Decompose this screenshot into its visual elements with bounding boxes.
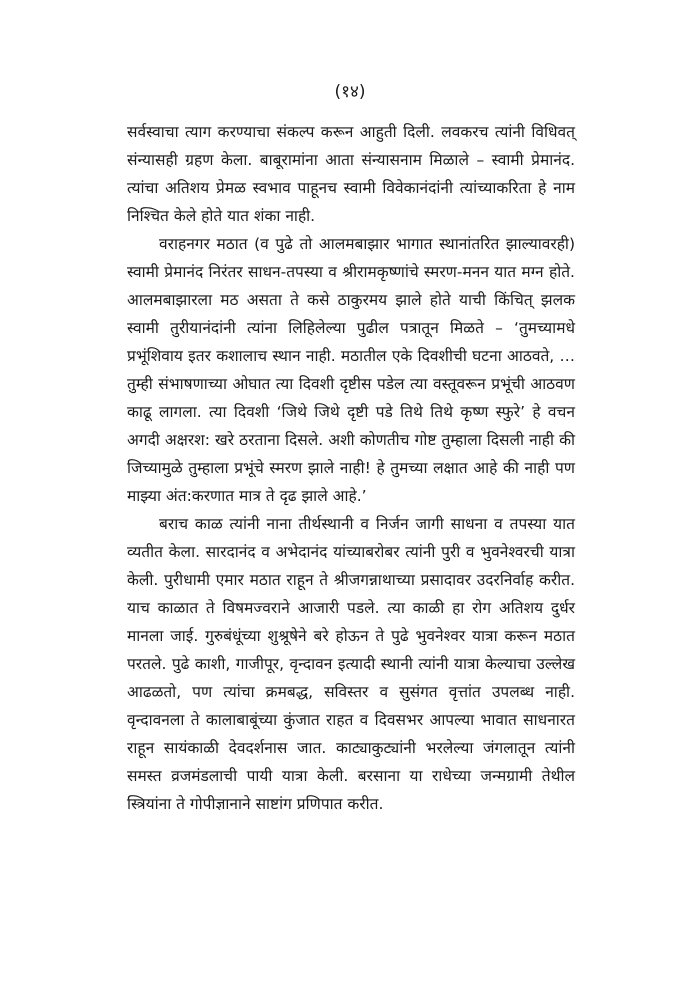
paragraph-2: वराहनगर मठात (व पुढे तो आलमबाझार भागात स्थानांतरित झाल्यावरही) स्वामी प्रेमानंद निरंतर साधन-तपस्या व श्रीरामकृष्णांचे स्मरण-मनन यात मग्न होते. आलमबाझारला मठ असता ते कसे ठाकुरमय झाले होते याची किंचित् झलक स्वामी तुरीयानंदांनी त्यांना लिहिलेल्या पुढील पत्रातून मिळते – ‘तुमच्यामधे प्रभूंशिवाय इतर कशालाच स्थान नाही. मठातील एके दिवशीची घटना आठवते, … तुम्ही संभाषणाच्या ओघात त्या दिवशी दृष्टीस पडेल त्या वस्तूवरून प्रभूंची आठवण काढू लागला. त्या दिवशी ‘जिथे जिथे दृष्टी पडे तिथे तिथे कृष्ण स्फुरे’ हे वचन अगदी अक्षरश: खरे ठरताना दिसले. अशी कोणतीच गोष्ट तुम्हाला दिसली नाही की जिच्यामुळे तुम्हाला प्रभूंचे स्मरण झाले नाही! हे तुमच्या लक्षात आहे की नाही पण माझ्या अंत:करणात मात्र ते दृढ झाले आहे.’ (127, 235, 575, 505)
page-number: (१४) (334, 82, 366, 102)
paragraph-3: बराच काळ त्यांनी नाना तीर्थस्थानी व निर्जन जागी साधना व तपस्या यात व्यतीत केला. सारदानंद व अभेदानंद यांच्याबरोबर त्यांनी पुरी व भुवनेश्वरची यात्रा केली. पुरीधामी एमार मठात राहून ते श्रीजगन्नाथाच्या प्रसादावर उदरनिर्वाह करीत. याच काळात ते विषमज्वराने आजारी पडले. त्या काळी हा रोग अतिशय दुर्धर मानला जाई. गुरुबंधूंच्या शुश्रूषेने बरे होऊन ते पुढे भुवनेश्वर यात्रा करून मठात परतले. पुढे काशी, गाजीपूर, वृन्दावन इत्यादी स्थानी त्यांनी यात्रा केल्याचा उल्लेख आढळतो, पण त्यांचा क्रमबद्ध, सविस्तर व सुसंगत वृत्तांत उपलब्ध नाही. वृन्दावनला ते कालाबाबूंच्या कुंजात राहत व दिवसभर आपल्या भावात साधनारत राहून सायंकाळी देवदर्शनास जात. काट्याकुट्यांनी भरलेल्या जंगलातून त्यांनी समस्त व्रजमंडलाची पायी यात्रा केली. बरसाना या राधेच्या जन्मग्रामी तेथील स्त्रियांना ते गोपीज्ञानाने साष्टांग प्रणिपात करीत. (127, 515, 575, 813)
body-text (127, 118, 575, 818)
paragraph-1: सर्वस्वाचा त्याग करण्याचा संकल्प करून आहुती दिली. लवकरच त्यांनी विधिवत् संन्यासही ग्रहण केला. बाबूरामांना आता संन्यासनाम मिळाले – स्वामी प्रेमानंद. त्यांचा अतिशय प्रेमळ स्वभाव पाहूनच स्वामी विवेकानंदांनी त्यांच्याकरिता हे नाम निश्चित केले होते यात शंका नाही. (127, 123, 575, 225)
